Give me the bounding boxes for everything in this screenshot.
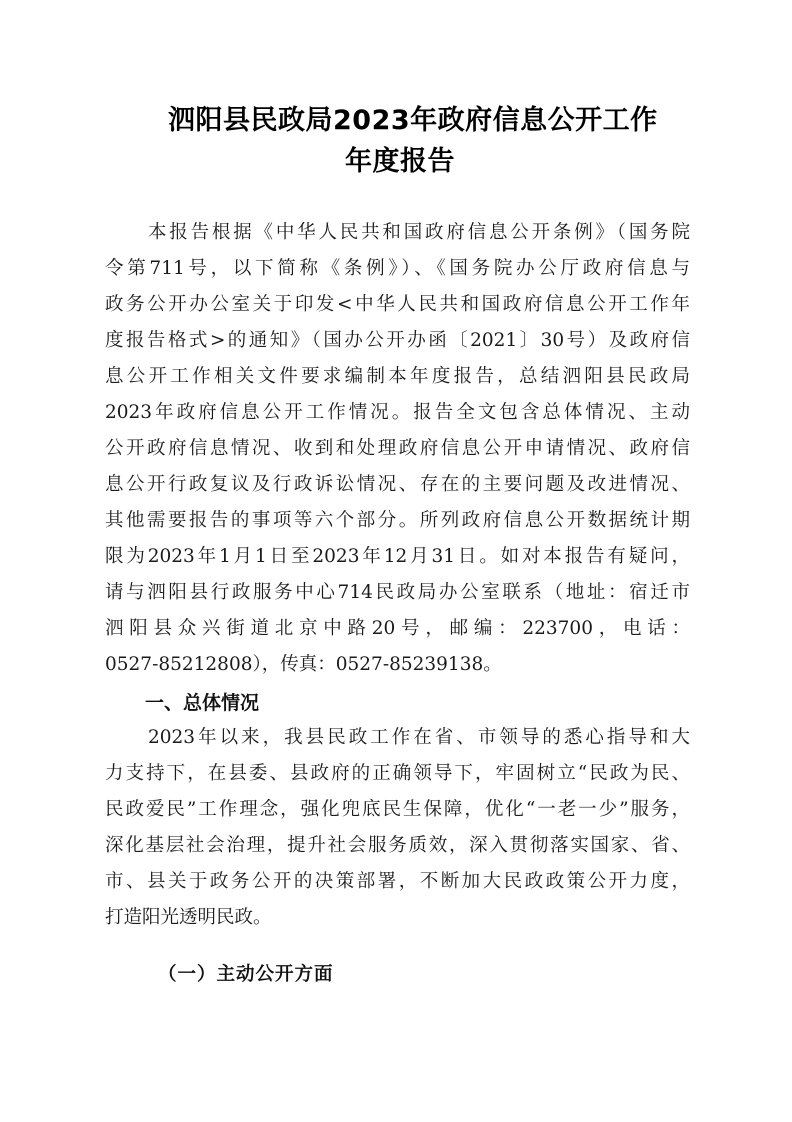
intro-line: 0527-85212808），传真：0527-85239138。 xyxy=(105,654,502,675)
intro-line: 其他需要报告的事项等六个部分。所列政府信息公开数据统计期 xyxy=(105,510,690,531)
intro-line: 限为2023年1月1日至2023年12月31日。如对本报告有疑问， xyxy=(105,546,690,567)
overview-line: 深化基层社会治理，提升社会服务质效，深入贯彻落实国家、省、 xyxy=(105,835,690,856)
overview-line: 力支持下，在县委、县政府的正确领导下，牢固树立“民政为民、 xyxy=(105,763,690,784)
intro-line: 政务公开办公室关于印发<中华人民共和国政府信息公开工作年 xyxy=(105,294,690,315)
intro-line: 本报告根据《中华人民共和国政府信息公开条例》（国务院 xyxy=(148,222,690,243)
document-title-line-1: 泗阳县民政局2023年政府信息公开工作 xyxy=(168,105,658,136)
section-heading-overview: 一、总体情况 xyxy=(145,692,260,714)
intro-line: 令第711号，以下简称《条例》）、《国务院办公厅政府信息与 xyxy=(105,258,690,279)
intro-line: 2023年政府信息公开工作情况。报告全文包含总体情况、主动 xyxy=(105,402,690,423)
intro-line: 泗阳县众兴街道北京中路20号，邮编：223700，电话： xyxy=(105,618,690,639)
overview-line: 民政爱民”工作理念，强化兜底民生保障，优化“一老一少”服务， xyxy=(105,799,690,820)
subsection-heading-proactive-disclosure: （一）主动公开方面 xyxy=(158,964,334,985)
overview-line: 打造阳光透明民政。 xyxy=(105,907,272,928)
intro-line: 息公开行政复议及行政诉讼情况、存在的主要问题及改进情况、 xyxy=(105,474,690,495)
intro-line: 公开政府信息情况、收到和处理政府信息公开申请情况、政府信 xyxy=(105,438,690,459)
intro-line: 度报告格式>的通知》（国办公开办函〔2021〕30号）及政府信 xyxy=(105,330,690,351)
document-title-line-2: 年度报告 xyxy=(345,146,455,177)
intro-line: 请与泗阳县行政服务中心714民政局办公室联系（地址：宿迁市 xyxy=(105,582,690,603)
intro-line: 息公开工作相关文件要求编制本年度报告，总结泗阳县民政局 xyxy=(105,366,690,387)
overview-line: 2023年以来，我县民政工作在省、市领导的悉心指导和大 xyxy=(148,727,690,748)
overview-line: 市、县关于政务公开的决策部署，不断加大民政政策公开力度， xyxy=(105,871,690,892)
